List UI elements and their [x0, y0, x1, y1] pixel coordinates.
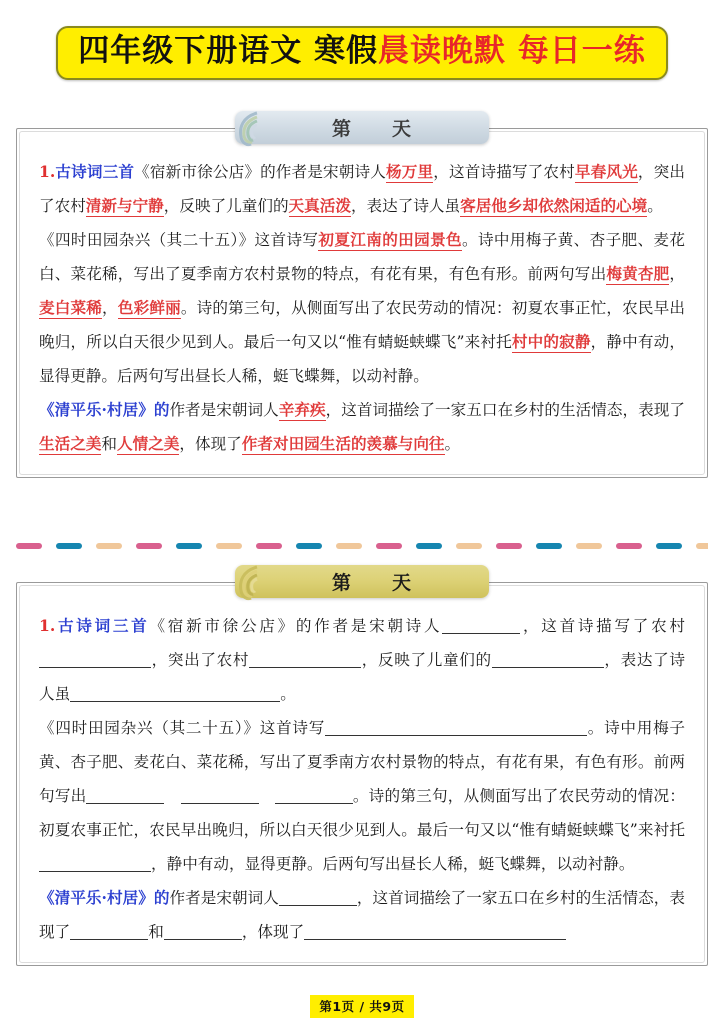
divider-dash — [576, 543, 602, 549]
answer-text: 杨万里 — [386, 162, 434, 181]
body-text: ，体现了 — [179, 435, 242, 453]
body-text: ，这首诗描写了农村 — [433, 163, 575, 181]
footer — [0, 995, 724, 1018]
body-text: ，突出了农村 — [151, 651, 250, 669]
day-banner-holder — [17, 565, 707, 598]
divider-dash — [16, 543, 42, 549]
day-banner — [235, 111, 489, 144]
answer-text: 生活之美 — [39, 434, 102, 453]
divider-dash — [176, 543, 202, 549]
body-text: ， — [102, 299, 118, 317]
answer-blank[interactable] — [164, 922, 242, 940]
body-text: 作者是宋朝词人 — [169, 401, 279, 419]
section-answers — [16, 118, 708, 478]
body-text: ，静中有动，显得更静。后两句写出昼长人稀，蜓飞蝶舞，以动衬静。 — [151, 855, 635, 873]
divider-dash — [376, 543, 402, 549]
answer-blank[interactable] — [39, 650, 151, 668]
answer-text: 作者对田园生活的羡慕与向往 — [241, 434, 445, 453]
paragraph — [39, 155, 685, 223]
answer-text: 天真活泼 — [288, 196, 351, 215]
decorative-divider — [16, 542, 708, 549]
paragraph — [39, 609, 685, 711]
body-text — [259, 787, 275, 805]
work-title: 古诗词三首 — [55, 162, 135, 181]
answer-blank[interactable] — [325, 718, 587, 736]
title-text-red: 晨读晚默 每日一练 — [378, 33, 646, 69]
body-text: 。诗中用梅子黄、杏子肥、麦花白、菜花稀，写出了夏季南方农村景物的特点，有花有果，有色有形。前两句写出 — [39, 231, 685, 283]
divider-dash — [656, 543, 682, 549]
body-text: ，这首词描绘了一家五口在乡村的生活情态，表现了 — [325, 401, 685, 419]
answer-text: 人情之美 — [117, 434, 180, 453]
page-title — [0, 26, 724, 80]
answer-blank[interactable] — [279, 888, 357, 906]
worksheet-frame — [16, 118, 708, 478]
item-number: 1. — [39, 616, 56, 635]
scroll-curl-icon — [231, 561, 273, 603]
title-box — [56, 26, 668, 80]
paragraph — [39, 393, 685, 461]
divider-dash — [416, 543, 442, 549]
body-text — [164, 787, 180, 805]
divider-dash — [216, 543, 242, 549]
divider-dash — [496, 543, 522, 549]
answer-blank[interactable] — [304, 922, 566, 940]
work-title: 《清平乐·村居》的 — [39, 888, 170, 907]
body-text: ，体现了 — [241, 923, 305, 941]
answer-blank[interactable] — [86, 786, 164, 804]
body-text: 。诗的第三句，从侧面写出了农民劳动的情况：初夏农事正忙，农民早出晚归，所以白天很少见到人。最后一句又以“惟有蜻蜓蛱蝶飞”来衬托 — [39, 299, 685, 351]
day-banner — [235, 565, 489, 598]
body-text: ，表达了诗人虽 — [39, 651, 685, 703]
item-number: 1. — [39, 162, 56, 181]
answer-blank[interactable] — [275, 786, 353, 804]
divider-dash — [616, 543, 642, 549]
body-text: 。 — [647, 197, 663, 215]
answer-text: 梅黄杏肥 — [606, 264, 670, 283]
body-text: 《宿新市徐公店》的作者是宋朝诗人 — [134, 163, 386, 181]
worksheet-frame — [16, 572, 708, 966]
body-text: ，这首词描绘了一家五口在乡村的生活情态，表现了 — [39, 889, 685, 941]
blanks-body — [17, 583, 707, 965]
answer-blank[interactable] — [249, 650, 361, 668]
scroll-curl-icon — [231, 107, 273, 149]
body-text: ，反映了儿童们的 — [361, 651, 492, 669]
divider-dash — [696, 543, 708, 549]
answer-text: 麦白菜稀 — [39, 298, 103, 317]
answer-blank[interactable] — [70, 684, 280, 702]
divider-dash — [136, 543, 162, 549]
divider-dash — [336, 543, 362, 549]
body-text: ，静中有动，显得更静。后两句写出昼长人稀，蜓飞蝶舞，以动衬静。 — [39, 333, 685, 385]
answer-text: 色彩鲜丽 — [117, 298, 181, 317]
divider-dash — [256, 543, 282, 549]
answer-text: 客居他乡却依然闲适的心境 — [460, 196, 648, 215]
body-text: 。诗的第三句，从侧面写出了农民劳动的情况：初夏农事正忙，农民早出晚归，所以白天很少见到人。最后一句又以“惟有蜻蜓蛱蝶飞”来衬托 — [39, 787, 685, 839]
answer-text: 早春风光 — [574, 162, 638, 181]
answer-text: 村中的寂静 — [511, 332, 591, 351]
day-banner-label: 第 天 — [331, 572, 412, 594]
body-text: ，表达了诗人虽 — [350, 197, 461, 215]
body-text: 。 — [444, 435, 461, 453]
body-text: 《宿新市徐公店》的作者是宋朝诗人 — [149, 617, 443, 635]
body-text: ，反映了儿童们的 — [163, 197, 289, 215]
divider-dash — [56, 543, 82, 549]
section-blanks — [16, 572, 708, 966]
body-text: 和 — [101, 435, 117, 453]
answer-blank[interactable] — [39, 854, 151, 872]
body-text: ，突出了农村 — [39, 163, 685, 215]
body-text: ， — [669, 265, 685, 283]
body-text: ，这首诗描写了农村 — [520, 617, 685, 635]
answer-blank[interactable] — [492, 650, 604, 668]
divider-dash — [456, 543, 482, 549]
title-text-black: 四年级下册语文 寒假 — [78, 33, 378, 69]
divider-dash — [96, 543, 122, 549]
work-title: 《清平乐·村居》的 — [39, 400, 170, 419]
answer-blank[interactable] — [442, 616, 520, 634]
answers-body — [17, 129, 707, 477]
answer-blank[interactable] — [181, 786, 259, 804]
body-text: 和 — [148, 923, 164, 941]
body-text: 。诗中用梅子黄、杏子肥、麦花白、菜花稀，写出了夏季南方农村景物的特点，有花有果，有色有形。前两句写出 — [39, 719, 685, 805]
paragraph — [39, 881, 685, 949]
body-text: 作者是宋朝词人 — [169, 889, 279, 907]
paragraph — [39, 711, 685, 881]
answer-blank[interactable] — [70, 922, 148, 940]
work-title: 古诗词三首 — [55, 616, 150, 635]
day-banner-label: 第 天 — [331, 118, 412, 140]
body-text: 《四时田园杂兴（其二十五）》这首诗写 — [39, 231, 319, 249]
answer-text: 辛弃疾 — [278, 400, 326, 419]
page-number-badge: 第1页 / 共9页 — [310, 995, 413, 1018]
answer-text: 初夏江南的田园景色 — [318, 230, 462, 249]
divider-dash — [536, 543, 562, 549]
divider-dash — [296, 543, 322, 549]
body-text: 《四时田园杂兴（其二十五）》这首诗写 — [39, 719, 326, 737]
answer-text: 清新与宁静 — [85, 196, 164, 215]
body-text: 。 — [280, 685, 296, 703]
day-banner-holder — [17, 111, 707, 144]
paragraph — [39, 223, 685, 393]
